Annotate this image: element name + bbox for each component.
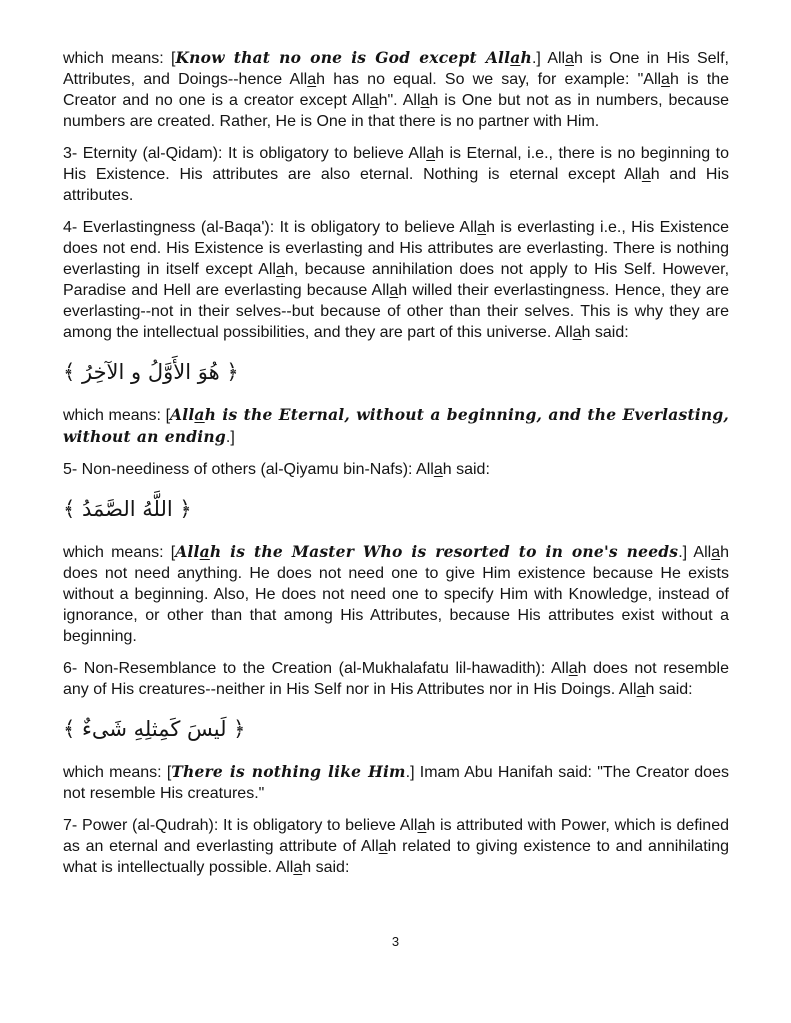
allah-underlined-a: a bbox=[194, 405, 205, 424]
text-run: h bbox=[209, 542, 222, 561]
allah-underlined-a: a bbox=[426, 145, 436, 162]
text-run: All bbox=[485, 48, 511, 67]
text-run: does not resemble any of His creatures--neither in His Self nor in His Attributes nor in His Doings. bbox=[63, 660, 730, 698]
body-text-segment bbox=[63, 219, 729, 341]
text-run: ". bbox=[387, 92, 403, 109]
para-3-eternity bbox=[63, 143, 729, 206]
text-run: All bbox=[550, 660, 569, 677]
text-run: is One but not as in numbers, because numbers are created. Rather, He is One in that there is no partner with Him. bbox=[63, 92, 730, 130]
allah-underlined-a: a bbox=[711, 544, 721, 561]
emphasized-translation bbox=[175, 542, 678, 561]
text-run: h bbox=[426, 817, 436, 834]
text-run: 7- Power (al-Qudrah): It is obligatory to believe bbox=[63, 817, 400, 834]
text-run: h bbox=[429, 92, 439, 109]
para-meaning-nothing-like-him bbox=[63, 761, 729, 804]
emphasized-translation bbox=[176, 48, 532, 67]
allah-underlined-a: a bbox=[417, 817, 427, 834]
para-meaning-eternal-everlasting bbox=[63, 404, 729, 448]
text-run: All bbox=[643, 71, 662, 88]
text-run: h bbox=[669, 71, 679, 88]
allah-underlined-a: a bbox=[568, 660, 578, 677]
text-run: Know that no one is God except bbox=[175, 48, 486, 67]
text-run: has no equal. So we say, for example: " bbox=[325, 71, 644, 88]
allah-underlined-a: a bbox=[641, 166, 651, 183]
para-4-everlastingness bbox=[63, 217, 729, 343]
verse-allah-as-samad: ﴿ اللَّهُ الصَّمَدُ ﴾ bbox=[63, 497, 192, 521]
text-run: h bbox=[577, 660, 587, 677]
text-run: is attributed with Power, which is defined as an eternal and everlasting attribute of bbox=[63, 817, 730, 855]
allah-underlined-a: a bbox=[572, 324, 582, 341]
text-run: All bbox=[170, 405, 195, 424]
text-run: does not need anything. He does not need one to give Him existence because He exists without a beginning. Also, He does not need one to specify Him with Knowledge, instead of ignorance, or other than that among His Attributes, because His attributes exist without a beginning. bbox=[63, 565, 729, 645]
text-run: h bbox=[650, 166, 660, 183]
allah-underlined-a: a bbox=[293, 859, 303, 876]
text-run: which means: [ bbox=[63, 50, 176, 67]
text-run: is the Master Who is resorted to in one's needs bbox=[221, 542, 679, 561]
text-run: h bbox=[204, 405, 217, 424]
text-run: .] bbox=[225, 429, 235, 446]
text-run: .] Imam Abu Hanifah said: "The Creator does not resemble His creatures." bbox=[63, 764, 729, 802]
allah-underlined-a: a bbox=[510, 48, 521, 67]
text-run: is One in His Self, Attributes, and Doings--hence bbox=[63, 50, 730, 88]
text-run: h bbox=[574, 50, 583, 67]
text-run: which means: [ bbox=[63, 407, 171, 424]
text-run: h bbox=[581, 324, 591, 341]
body-text-segment bbox=[63, 544, 175, 561]
verse-huwa-al-awwal-wa-al-akhir: ﴿ هُوَ الأَوَّلُ و الآخِرُ ﴾ bbox=[63, 360, 239, 384]
text-run: All bbox=[289, 71, 308, 88]
text-run: 5- Non-neediness of others (al-Qiyamu bin-Nafs): bbox=[63, 461, 417, 478]
text-run: which means: [ bbox=[63, 544, 176, 561]
allah-underlined-a: a bbox=[565, 50, 575, 67]
text-run: All bbox=[258, 261, 276, 278]
text-run: h bbox=[520, 48, 532, 67]
text-run: All bbox=[399, 817, 418, 834]
emphasized-translation bbox=[171, 762, 405, 781]
text-run: All bbox=[554, 324, 573, 341]
text-run: said: bbox=[451, 461, 490, 478]
text-run: h bbox=[316, 71, 326, 88]
para-meaning-know-no-god-except-allah bbox=[63, 47, 729, 132]
text-run: h bbox=[442, 461, 452, 478]
para-6-non-resemblance bbox=[63, 658, 729, 700]
text-run: h bbox=[435, 145, 444, 162]
body-text-segment bbox=[63, 461, 490, 478]
body-text-segment bbox=[63, 660, 729, 698]
text-run: All bbox=[371, 282, 390, 299]
body-text-segment bbox=[63, 764, 171, 781]
allah-underlined-a: a bbox=[369, 92, 379, 109]
text-run: h bbox=[398, 282, 408, 299]
text-run: All bbox=[624, 166, 642, 183]
allah-underlined-a: a bbox=[378, 838, 388, 855]
allah-underlined-a: a bbox=[636, 681, 646, 698]
para-7-power bbox=[63, 815, 729, 878]
text-run: said: bbox=[311, 859, 350, 876]
page-number: 3 bbox=[391, 934, 400, 949]
allah-underlined-a: a bbox=[661, 71, 670, 88]
allah-underlined-a: a bbox=[389, 282, 399, 299]
verse-laysa-kamithlihi-shay: ﴿ لَيسَ كَمِثلِهِ شَىءٌ ﴾ bbox=[63, 717, 246, 741]
text-run: All bbox=[408, 145, 427, 162]
text-run: All bbox=[351, 92, 370, 109]
text-run: .] bbox=[678, 544, 694, 561]
text-run: .] bbox=[531, 50, 548, 67]
allah-underlined-a: a bbox=[307, 71, 317, 88]
allah-underlined-a: a bbox=[477, 219, 487, 236]
allah-underlined-a: a bbox=[433, 461, 443, 478]
text-run: h bbox=[645, 681, 655, 698]
text-run: 4- Everlastingness (al-Baqa'): It is obligatory to believe bbox=[63, 219, 460, 236]
body-text-segment bbox=[63, 145, 729, 204]
text-run: said: bbox=[590, 324, 629, 341]
text-run: h bbox=[378, 92, 388, 109]
text-run: h bbox=[387, 838, 397, 855]
text-run: is the Eternal, without a beginning, and the Everlasting, without an ending bbox=[63, 405, 729, 446]
body-text-segment bbox=[63, 50, 176, 67]
text-run: willed their everlastingness. Hence, they are everlasting--not in their selves--but because of other than their selves. This is why they are among the intellectual possibilities, and they are part of this universe. bbox=[63, 282, 729, 341]
text-run: All bbox=[175, 542, 200, 561]
text-run: 3- Eternity (al-Qidam): It is obligatory to believe bbox=[63, 145, 409, 162]
allah-underlined-a: a bbox=[420, 92, 430, 109]
allah-underlined-a: a bbox=[199, 542, 210, 561]
text-run: There is nothing like Him bbox=[171, 762, 406, 781]
text-run: All bbox=[618, 681, 637, 698]
text-run: h bbox=[720, 544, 730, 561]
text-run: and His attributes. bbox=[63, 166, 730, 204]
allah-underlined-a: a bbox=[275, 261, 285, 278]
text-run: is the Creator and no one is a creator except bbox=[63, 71, 730, 109]
text-run: All bbox=[360, 838, 379, 855]
text-run: All bbox=[459, 219, 478, 236]
text-run: related to giving existence to and annihilating what is intellectually possible. bbox=[63, 838, 730, 876]
text-run: h bbox=[284, 261, 294, 278]
text-run: said: bbox=[654, 681, 693, 698]
body-text-segment bbox=[63, 817, 729, 876]
text-run: h bbox=[486, 219, 495, 236]
text-run: , because annihilation does not apply to His Self. However, Paradise and Hell are everlasting because bbox=[63, 261, 730, 299]
text-run: is Eternal, i.e., there is no beginning to His Existence. His attributes are also eternal. Nothing is eternal except bbox=[63, 145, 729, 183]
text-run: All bbox=[416, 461, 434, 478]
text-run: which means: [ bbox=[63, 764, 172, 781]
text-run: All bbox=[402, 92, 421, 109]
para-meaning-master-resorted-to bbox=[63, 541, 729, 647]
document-content bbox=[63, 47, 729, 878]
text-run: All bbox=[275, 859, 294, 876]
text-run: All bbox=[693, 544, 712, 561]
text-run: All bbox=[547, 50, 566, 67]
text-run: 6- Non-Resemblance to the Creation (al-Mukhalafatu lil-hawadith): bbox=[63, 660, 551, 677]
page-footer bbox=[0, 934, 791, 950]
text-run: h bbox=[302, 859, 312, 876]
text-run: is everlasting i.e., His Existence does not end. His Existence is everlasting and His attributes are everlasting. There is nothing everlasting in itself except bbox=[63, 219, 730, 278]
body-text-segment bbox=[226, 429, 235, 446]
para-5-non-neediness bbox=[63, 459, 729, 480]
body-text-segment bbox=[63, 407, 170, 424]
